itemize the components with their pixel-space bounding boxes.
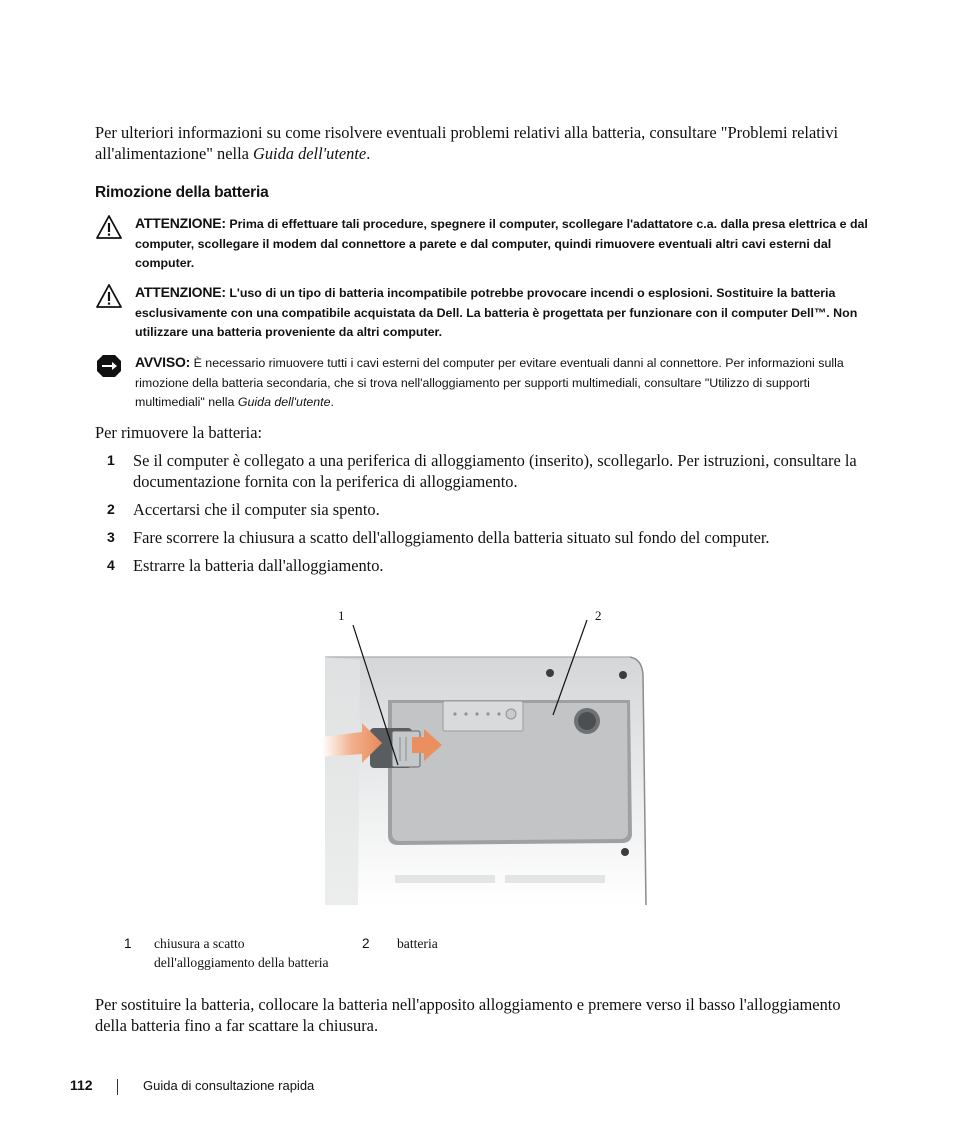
page-number: 112 xyxy=(70,1077,93,1093)
caution-text-1 xyxy=(135,214,870,274)
steps-lead: Per rimuovere la batteria: xyxy=(95,423,263,442)
notice-text xyxy=(135,353,870,413)
legend-num-1: 1 xyxy=(124,936,132,951)
step-number: 1 xyxy=(107,452,115,468)
intro-italic-ref: Guida dell'utente xyxy=(253,144,367,163)
caution-label: ATTENZIONE: xyxy=(135,215,226,231)
legend-text-line: dell'alloggiamento della batteria xyxy=(154,955,329,970)
caution-triangle-icon xyxy=(95,214,123,240)
footer-separator xyxy=(117,1079,118,1095)
legend-num-2: 2 xyxy=(362,936,370,951)
caution-text-2 xyxy=(135,283,870,343)
callout-2: 2 xyxy=(595,608,602,623)
step-text: Fare scorrere la chiusura a scatto dell'alloggiamento della batteria situato sul fondo del computer. xyxy=(133,528,770,547)
section-heading: Rimozione della batteria xyxy=(95,184,269,201)
step-number: 2 xyxy=(107,501,115,517)
closing-paragraph: Per sostituire la batteria, collocare la batteria nell'apposito alloggiamento e premere verso il basso l'alloggiamento della batteria fino a far scattare la chiusura. xyxy=(95,995,841,1035)
step-text: Se il computer è collegato a una periferica di alloggiamento (inserito), scollegarlo. Per istruzioni, consultare la documentazione fornita con la periferica di alloggiamento. xyxy=(133,451,857,491)
step-text: Estrarre la batteria dall'alloggiamento. xyxy=(133,556,384,575)
footer-title: Guida di consultazione rapida xyxy=(143,1078,315,1093)
battery-figure xyxy=(300,605,660,915)
caution-body: L'uso di un tipo di batteria incompatibile potrebbe provocare incendi o esplosioni. Sostituire la batteria esclusivamente con una compatibile acquistata da Dell. La batteria è progettata per funzionare con il computer Dell™. Non utilizzare una batteria proveniente da altri computer. xyxy=(135,286,858,339)
laptop-bottom-illustration xyxy=(300,605,660,915)
step-text: Accertarsi che il computer sia spento. xyxy=(133,500,380,519)
legend-text-line: chiusura a scatto xyxy=(154,936,245,951)
notice-end: . xyxy=(330,395,334,409)
intro-paragraph xyxy=(95,122,865,164)
notice-body: È necessario rimuovere tutti i cavi esterni del computer per evitare eventuali danni al connettore. Per informazioni sulla rimozione della batteria secondaria, che si trova nell'alloggiamento per supporti multimediali, consultare "Utilizzo di supporti multimediali" nella xyxy=(135,356,844,409)
legend-text-1 xyxy=(154,934,329,972)
caution-label: ATTENZIONE: xyxy=(135,284,226,300)
intro-text: Per ulteriori informazioni su come risolvere eventuali problemi relativi alla batteria, consultare "Problemi relativi all'alimentazione" nella xyxy=(95,123,839,163)
notice-label: AVVISO: xyxy=(135,354,191,370)
intro-end: . xyxy=(366,144,371,163)
legend-text-2: batteria xyxy=(397,936,438,951)
caution-body: Prima di effettuare tali procedure, spegnere il computer, scollegare l'adattatore c.a. dalla presa elettrica e dal computer, scollegare il modem dal connettore a parete e dal computer, quindi rimuovere eventuali altri cavi esterni dal computer. xyxy=(135,217,868,270)
caution-triangle-icon xyxy=(95,283,123,309)
callout-1: 1 xyxy=(338,608,345,623)
notice-hand-icon xyxy=(95,353,123,379)
step-number: 4 xyxy=(107,557,115,573)
notice-italic-ref: Guida dell'utente xyxy=(237,395,331,409)
step-number: 3 xyxy=(107,529,115,545)
